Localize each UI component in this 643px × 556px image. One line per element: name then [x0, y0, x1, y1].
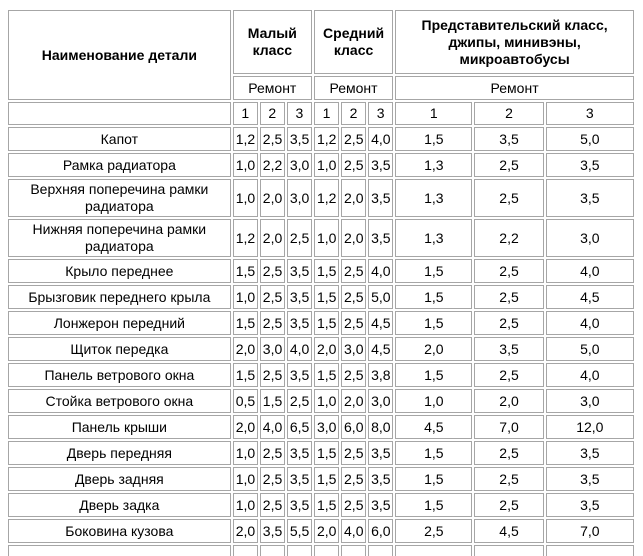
value-cell: 3,5: [287, 493, 312, 517]
grade-header-executive-2: 2: [474, 102, 543, 125]
value-cell: 1,0: [314, 153, 339, 177]
value-cell: 2,5: [395, 519, 472, 543]
value-cell: 5,0: [546, 337, 634, 361]
value-cell: 1,5: [395, 467, 472, 491]
value-cell: 2,5: [287, 389, 312, 413]
value-cell: 1,2: [314, 179, 339, 217]
empty-cell: [260, 545, 285, 556]
empty-header-cell: [8, 102, 231, 125]
value-cell: 2,5: [474, 467, 543, 491]
table-row: [8, 153, 634, 177]
value-cell: 2,0: [341, 389, 366, 413]
value-cell: 1,3: [395, 219, 472, 257]
value-cell: 1,3: [395, 179, 472, 217]
value-cell: 3,5: [368, 153, 393, 177]
value-cell: 3,5: [368, 179, 393, 217]
value-cell: 3,5: [546, 493, 634, 517]
value-cell: 3,5: [368, 441, 393, 465]
value-cell: 3,5: [474, 337, 543, 361]
value-cell: 2,2: [260, 153, 285, 177]
value-cell: 2,0: [395, 337, 472, 361]
value-cell: 2,0: [341, 219, 366, 257]
value-cell: 2,5: [474, 441, 543, 465]
part-name-cell: Рамка радиатора: [8, 153, 231, 177]
part-name-cell: Капот: [8, 127, 231, 151]
value-cell: 3,5: [474, 127, 543, 151]
value-cell: 3,8: [368, 363, 393, 387]
value-cell: 4,5: [546, 285, 634, 309]
value-cell: 2,5: [474, 179, 543, 217]
value-cell: 4,5: [474, 519, 543, 543]
value-cell: 1,5: [395, 363, 472, 387]
column-group-executive-class: Представительский класс, джипы, минивэны, микроавтобусы: [395, 10, 634, 74]
grade-header-small-2: 2: [260, 102, 285, 125]
table-row: [8, 337, 634, 361]
table-row: [8, 441, 634, 465]
value-cell: 1,5: [314, 441, 339, 465]
value-cell: 1,2: [233, 127, 258, 151]
parts-table-body: [8, 127, 634, 556]
value-cell: 3,0: [260, 337, 285, 361]
empty-cell: [395, 545, 472, 556]
value-cell: 1,0: [314, 389, 339, 413]
value-cell: 4,0: [368, 127, 393, 151]
table-row: [8, 259, 634, 283]
value-cell: 1,0: [233, 285, 258, 309]
value-cell: 1,5: [395, 441, 472, 465]
value-cell: 4,0: [341, 519, 366, 543]
value-cell: 2,0: [260, 179, 285, 217]
value-cell: 4,5: [368, 311, 393, 335]
value-cell: 6,0: [341, 415, 366, 439]
value-cell: 2,0: [233, 337, 258, 361]
table-header: [8, 10, 634, 125]
table-row: [8, 219, 634, 257]
grade-header-medium-3: 3: [368, 102, 393, 125]
value-cell: 4,5: [368, 337, 393, 361]
value-cell: 3,0: [546, 389, 634, 413]
value-cell: 7,0: [474, 415, 543, 439]
value-cell: 3,5: [260, 519, 285, 543]
value-cell: 1,5: [233, 363, 258, 387]
value-cell: 1,0: [233, 467, 258, 491]
value-cell: 2,5: [260, 363, 285, 387]
value-cell: 2,5: [341, 285, 366, 309]
empty-cell: [474, 545, 543, 556]
value-cell: 2,5: [260, 127, 285, 151]
empty-cell: [287, 545, 312, 556]
value-cell: 1,0: [233, 441, 258, 465]
table-row: [8, 467, 634, 491]
grade-header-small-1: 1: [233, 102, 258, 125]
value-cell: 4,5: [395, 415, 472, 439]
value-cell: 2,5: [341, 363, 366, 387]
value-cell: 1,0: [395, 389, 472, 413]
column-header-part-name: Наименование детали: [8, 10, 231, 100]
repair-header-small: Ремонт: [233, 76, 312, 100]
value-cell: 1,5: [395, 127, 472, 151]
part-name-cell: Щиток передка: [8, 337, 231, 361]
part-name-cell: Дверь задняя: [8, 467, 231, 491]
value-cell: 8,0: [368, 415, 393, 439]
value-cell: 2,0: [314, 337, 339, 361]
value-cell: 0,5: [233, 389, 258, 413]
value-cell: 5,5: [287, 519, 312, 543]
value-cell: 1,0: [233, 493, 258, 517]
value-cell: 3,0: [287, 153, 312, 177]
value-cell: 2,0: [233, 415, 258, 439]
value-cell: 2,0: [474, 389, 543, 413]
value-cell: 4,0: [546, 259, 634, 283]
value-cell: 3,5: [546, 441, 634, 465]
table-row: [8, 389, 634, 413]
value-cell: 3,0: [546, 219, 634, 257]
value-cell: 2,5: [474, 285, 543, 309]
table-row: [8, 127, 634, 151]
part-name-cell: Дверь передняя: [8, 441, 231, 465]
value-cell: 1,5: [395, 259, 472, 283]
part-name-cell: Крыло переднее: [8, 259, 231, 283]
table-row: [8, 493, 634, 517]
value-cell: 1,5: [314, 259, 339, 283]
part-name-cell: Дверь задка: [8, 493, 231, 517]
empty-cell: [314, 545, 339, 556]
part-name-cell: Панель ветрового окна: [8, 363, 231, 387]
value-cell: 3,5: [368, 493, 393, 517]
value-cell: 5,0: [368, 285, 393, 309]
value-cell: 1,3: [395, 153, 472, 177]
grade-header-executive-3: 3: [546, 102, 634, 125]
value-cell: 2,0: [260, 219, 285, 257]
value-cell: 2,5: [341, 493, 366, 517]
value-cell: 4,0: [260, 415, 285, 439]
value-cell: 1,5: [395, 311, 472, 335]
header-row-classes: [8, 10, 634, 74]
value-cell: 2,5: [341, 153, 366, 177]
table-row: [8, 311, 634, 335]
value-cell: 3,0: [314, 415, 339, 439]
value-cell: 2,5: [341, 311, 366, 335]
value-cell: 6,5: [287, 415, 312, 439]
value-cell: 3,5: [287, 311, 312, 335]
value-cell: 1,2: [314, 127, 339, 151]
value-cell: 3,5: [368, 219, 393, 257]
empty-cell: [341, 545, 366, 556]
column-group-small-class: Малый класс: [233, 10, 312, 74]
value-cell: 3,5: [287, 285, 312, 309]
value-cell: 4,0: [546, 363, 634, 387]
value-cell: 3,5: [287, 467, 312, 491]
value-cell: 1,5: [314, 311, 339, 335]
table-row: [8, 519, 634, 543]
table-row: [8, 363, 634, 387]
value-cell: 7,0: [546, 519, 634, 543]
column-group-medium-class: Средний класс: [314, 10, 393, 74]
value-cell: 1,5: [314, 467, 339, 491]
grade-header-medium-2: 2: [341, 102, 366, 125]
grade-header-executive-1: 1: [395, 102, 472, 125]
value-cell: 2,5: [474, 311, 543, 335]
value-cell: 2,5: [287, 219, 312, 257]
header-row-grades: [8, 102, 634, 125]
value-cell: 3,0: [341, 337, 366, 361]
part-name-cell: Боковина кузова: [8, 519, 231, 543]
repair-hours-table: [6, 8, 636, 556]
value-cell: 3,0: [287, 179, 312, 217]
value-cell: 3,5: [287, 363, 312, 387]
value-cell: 1,5: [260, 389, 285, 413]
value-cell: 2,5: [474, 363, 543, 387]
value-cell: 3,5: [546, 179, 634, 217]
part-name-cell: Нижняя поперечина рамки радиатора: [8, 219, 231, 257]
empty-cell: [368, 545, 393, 556]
repair-header-medium: Ремонт: [314, 76, 393, 100]
value-cell: 3,5: [546, 467, 634, 491]
value-cell: 4,0: [287, 337, 312, 361]
value-cell: 2,5: [260, 441, 285, 465]
value-cell: 1,0: [233, 153, 258, 177]
value-cell: 3,5: [287, 441, 312, 465]
value-cell: 1,5: [314, 363, 339, 387]
value-cell: 1,5: [233, 259, 258, 283]
value-cell: 5,0: [546, 127, 634, 151]
value-cell: 12,0: [546, 415, 634, 439]
value-cell: 1,2: [233, 219, 258, 257]
table-row: [8, 179, 634, 217]
grade-header-small-3: 3: [287, 102, 312, 125]
value-cell: 2,0: [341, 179, 366, 217]
value-cell: 2,5: [260, 467, 285, 491]
value-cell: 4,0: [546, 311, 634, 335]
value-cell: 1,5: [314, 285, 339, 309]
value-cell: 2,5: [260, 311, 285, 335]
partial-clipped-row: [8, 545, 634, 556]
part-name-cell: Брызговик переднего крыла: [8, 285, 231, 309]
repair-header-executive: Ремонт: [395, 76, 634, 100]
value-cell: 2,5: [474, 259, 543, 283]
value-cell: 2,2: [474, 219, 543, 257]
value-cell: 1,5: [233, 311, 258, 335]
value-cell: 2,5: [341, 467, 366, 491]
value-cell: 2,5: [260, 493, 285, 517]
empty-cell: [233, 545, 258, 556]
part-name-cell: Стойка ветрового окна: [8, 389, 231, 413]
value-cell: 6,0: [368, 519, 393, 543]
value-cell: 4,0: [368, 259, 393, 283]
value-cell: 3,5: [287, 259, 312, 283]
value-cell: 2,5: [260, 259, 285, 283]
value-cell: 2,5: [341, 441, 366, 465]
empty-cell: [546, 545, 634, 556]
part-name-cell: Лонжерон передний: [8, 311, 231, 335]
value-cell: 3,5: [368, 467, 393, 491]
value-cell: 1,5: [314, 493, 339, 517]
table-row: [8, 285, 634, 309]
table-row: [8, 415, 634, 439]
value-cell: 1,5: [395, 493, 472, 517]
value-cell: 2,0: [233, 519, 258, 543]
part-name-cell: Верхняя поперечина рамки радиатора: [8, 179, 231, 217]
value-cell: 2,5: [474, 493, 543, 517]
value-cell: 2,5: [341, 259, 366, 283]
grade-header-medium-1: 1: [314, 102, 339, 125]
value-cell: 1,0: [233, 179, 258, 217]
value-cell: 3,5: [287, 127, 312, 151]
value-cell: 2,5: [341, 127, 366, 151]
empty-cell: [8, 545, 231, 556]
value-cell: 1,5: [395, 285, 472, 309]
value-cell: 2,5: [474, 153, 543, 177]
value-cell: 1,0: [314, 219, 339, 257]
part-name-cell: Панель крыши: [8, 415, 231, 439]
value-cell: 2,5: [260, 285, 285, 309]
value-cell: 3,5: [546, 153, 634, 177]
value-cell: 3,0: [368, 389, 393, 413]
value-cell: 2,0: [314, 519, 339, 543]
